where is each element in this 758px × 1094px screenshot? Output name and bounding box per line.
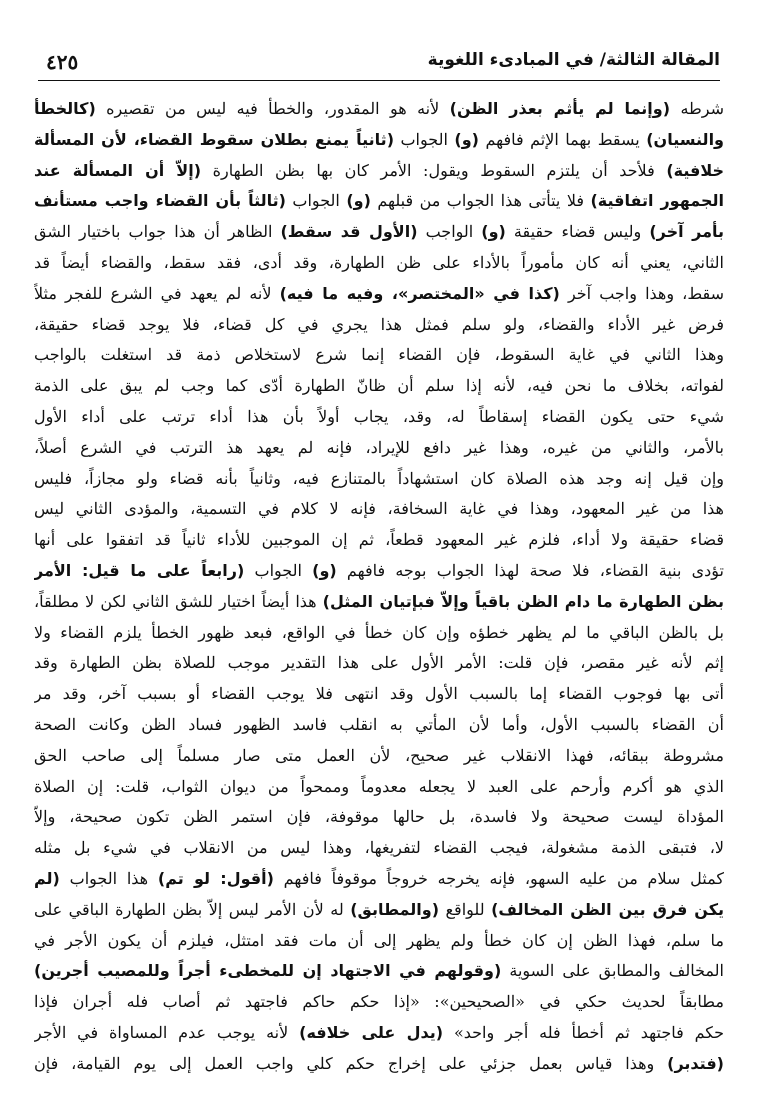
text-line: تؤدى بنية القضاء، فلا صحة لهذا الجواب بوجه فافهم (و) الجواب (رابعاً على ما قيل: الأمر [34,560,724,580]
text-line: أتى بها فوجوب القضاء إما بالسبب الأول وقد انتهى فلا يوجب القضاء أو بسبب آخر، وقد مر [34,684,724,704]
text-line: قضاء حقيقة ولا أداء، فلزم غير المعهود قطعاً، ثم إن الموجبين للأداء ثانياً قد اتفقوا على أنها [34,530,724,550]
running-head: المقالة الثالثة/ في المبادىء اللغوية [427,50,720,70]
text-line: شرطه (وإنما لم يأثم بعذر الظن) لأنه هو المقدور، والخطأ فيه ليس من تقصيره (كالخطأ [34,99,724,118]
text-line: هذا من غير المعهود، وهذا في غاية السخافة، فإنه لا كلام في التسمية، والمؤدى الثاني ليس [34,499,724,519]
text-line: بل بالظن الباقي ما لم يظهر خطؤه وإن كان خطأ في الواقع، فبعد ظهور الخطأ يلزم القضاء ولا [34,622,724,642]
text-line: سقط، وهذا واجب آخر (كذا في «المختصر»، وفيه ما فيه) لأنه لم يعهد في الشرع للفجر مثلاً [34,283,724,303]
text-line: بأمر آخر) وليس قضاء حقيقة (و) الواجب (الأول قد سقط) الظاهر أن هذا جواب باختيار الشق [34,222,724,242]
text-line: مشروطة ببقائه، فهذا الانقلاب غير صحيح، لأن العمل متى صار مسلماً إلى صاحب الحق [34,745,724,765]
text-line: المخالف والمطابق على السوية (وقولهم في الاجتهاد إن للمخطىء أجراً وللمصيب أجرين) [34,961,724,981]
text-line: وهذا الثاني في غاية السقوط، فإن القضاء إنما شرع لاستخلاص ذمة قد استغلت بالواجب [34,345,724,365]
text-line: لفواته، بخلاف ما نحن فيه، لأنه إذا سلم أن ظانّ الطهارة أدّى كما وجب لم يبق على الذمة [34,376,724,396]
text-line: كمثل سلام من عليه السهو، فإنه يخرجه خروجاً موقوفاً فافهم (أقول: لو تم) هذا الجواب (لم [34,868,724,888]
text-line: أن القضاء بالسبب الأول، وأما لأن المأتي به انقلب فاسد الظهور فساد الظن وكانت الصحة [34,714,724,734]
text-line: شيء حتى يكون القضاء إسقاطاً له، وقد، يجاب أولاً بأن هذا أداء ترتب على أداء الأول [34,406,724,426]
text-line: الذي هو أكرم وأرحم على العبد لا يجعله معدوماً وممحواً من ديوان الثواب، قلت: إن الصلاة [34,776,724,796]
text-line: مطابقاً لحديث حكي في «الصحيحين»: «إذا حكم حاكم فاجتهد ثم أصاب فله أجران فإذا [34,992,724,1012]
text-line: بظن الطهارة ما دام الظن باقياً وإلاّ فبإتيان المثل) هذا أيضاً اختيار للشق الثاني لكن لا مطلقاً، [34,591,724,611]
page-number: ٤٢٥ [46,50,79,74]
text-line: ما سلم، فهذا الظن إن كان خطأ ولم يظهر إلى أن مات فقد امتثل، فيلزم أن يكون الأجر في [34,930,724,950]
text-line: فرض غير الأداء والقضاء، ولو سلم فمثل هذا يجري في كل قضاء، فلا يوجد قضاء حقيقة، [34,314,724,334]
text-line: إثم لأنه غير مقصر، فإن قلت: الأمر الأول على هذا التقدير موجب للصلاة بظن الطهارة وقد [34,653,724,673]
text-line: المؤداة ليست صحيحة ولا فاسدة، بل حالها موقوفة، فإن استمر الظن تكون صحيحة، وإلاّ [34,807,724,827]
text-line: حكم فاجتهد ثم أخطأ فله أجر واحد» (يدل على خلافه) لأنه يوجب عدم المساواة في الأجر [34,1022,724,1042]
text-line: والنسيان) يسقط بهما الإثم فافهم (و) الجواب (ثانياً يمنع بطلان سقوط القضاء، لأن المسألة [34,129,724,149]
text-line: الثاني، يعني أنه كان مأموراً بالأداء على ظن الطهارة، وقد أدى، فقد سقط، والقضاء أيضاً قد [34,252,724,272]
text-line: (فتدبر) وهذا قياس بعمل جزئي على إخراج حكم كلي واجب العمل إلى يوم القيامة، فإن [34,1053,724,1073]
text-line: الجمهور اتفاقية) فلا يتأتى هذا الجواب من قبلهم (و) الجواب (ثالثاً بأن القضاء واجب مستأنف [34,191,724,211]
text-line: لا، فتبقى الذمة مشغولة، فيجب القضاء لتفريغها، وهذا ليس من الانقلاب في شيء بل مثله [34,838,724,858]
text-line: وإن قيل إنه وجد هذه الصلاة كان استشهاداً بالمتنازع فيه، وثانياً بأنه قضاء ولو مجازاً، فليس [34,468,724,488]
text-line: يكن فرق بين الظن المخالف) للواقع (والمطابق) له لأن الأمر ليس إلاّ بظن الطهارة الباقي على [34,899,724,919]
body-text [34,94,724,1074]
page-header [38,44,720,81]
text-line: بالأمر، والثاني من غيره، وهذا غير دافع للإيراد، فإنه لم يعهد هذ الترتب في الشرع أصلاً، [34,437,724,457]
text-line: خلافية) فلأحد أن يلتزم السقوط ويقول: الأمر كان بها بظن الطهارة (إلاّ أن المسألة عند [34,160,724,180]
